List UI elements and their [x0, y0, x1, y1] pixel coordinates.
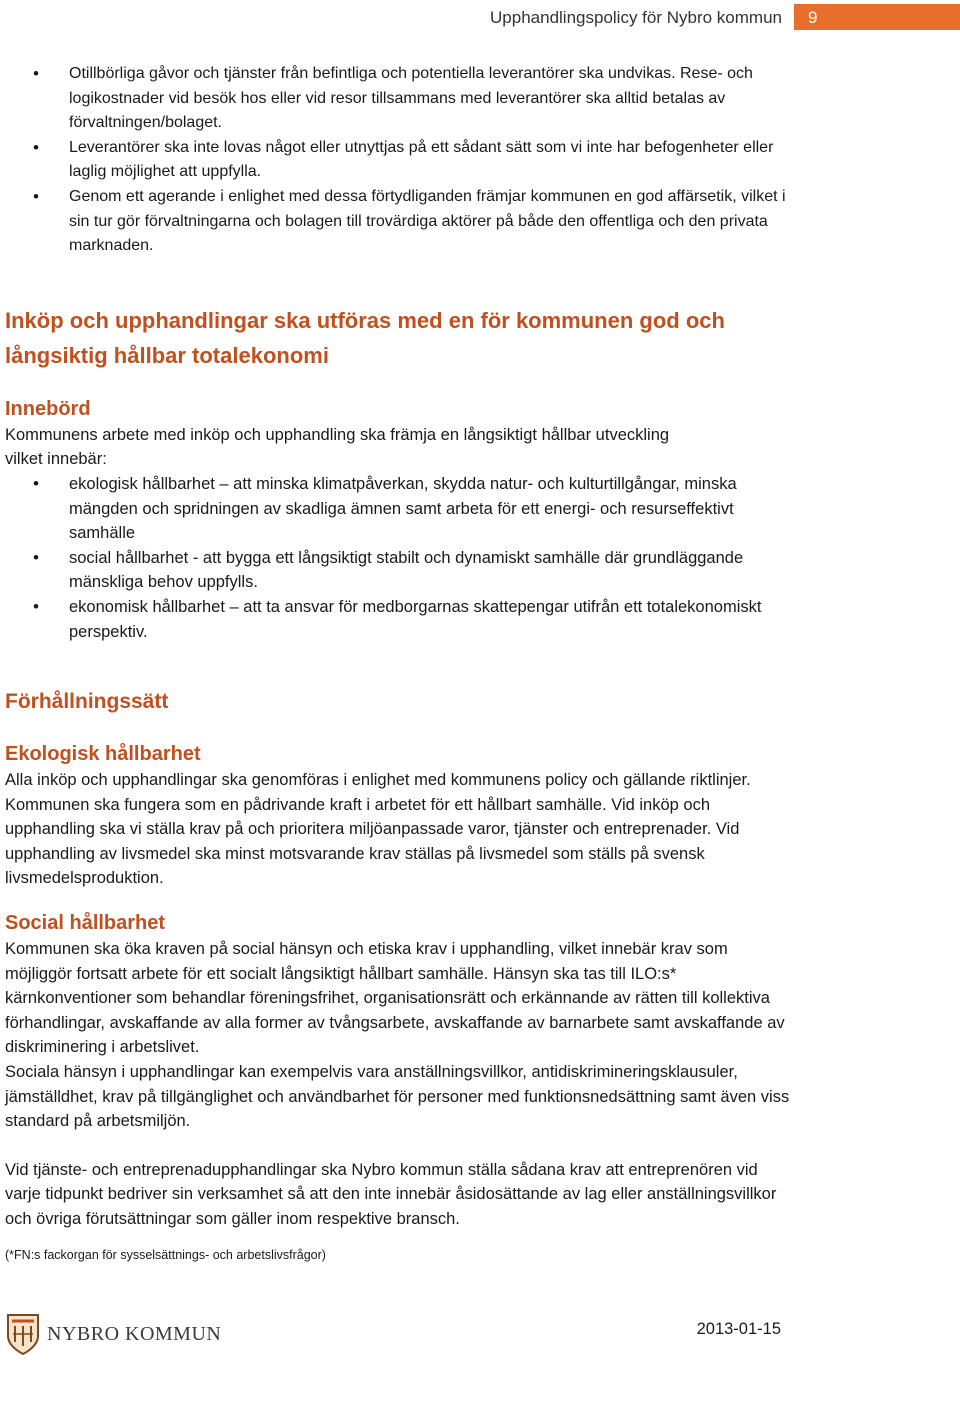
footnote: (*FN:s fackorgan för sysselsättnings- och arbetslivsfrågor) [5, 1247, 326, 1262]
page-header [0, 0, 960, 40]
nybro-logo [5, 1312, 221, 1356]
intro-bullet-list [5, 62, 805, 259]
social-text-3: Vid tjänste- och entreprenadupphandlingar ska Nybro kommun ställa sådana krav att entreprenören vid varje tidpunkt bedriver sin verksamhet så att den inte innebär åsidosättande av lag eller anställningsvillkor och övriga förutsättningar som gäller inom respektive bransch. [5, 1160, 777, 1228]
page-number: 9 [794, 4, 960, 30]
footer-date: 2013-01-15 [696, 1320, 781, 1338]
list-item: • ekonomisk hållbarhet – att ta ansvar för medborgarnas skattepengar utifrån ett totalekonomiskt perspektiv. [5, 595, 775, 644]
logo-text: NYBRO KOMMUN [47, 1322, 222, 1345]
page-content [5, 62, 805, 1264]
sustainability-bullet-list [5, 472, 775, 644]
social-text-1: Kommunen ska öka kraven på social hänsyn och etiska krav i upphandling, vilket innebär krav som möjliggör fortsatt arbete för ett socialt långsiktigt hållbart samhälle. Hänsyn ska tas till ILO:s* kärnkonventioner som behandlar föreningsfrihet, organisationsrätt och erkännande av rätten till kollektiva förhandlingar, avskaffande av alla former av tvångsarbete, avskaffande av barnarbete samt avskaffande av diskriminering i arbetslivet. [5, 940, 785, 1057]
list-item: • Leverantörer ska inte lovas något eller utnyttjas på ett sådant sätt som vi inte har befogenheter eller laglig möjlighet att uppfylla. [5, 136, 805, 185]
list-item: • Otillbörliga gåvor och tjänster från befintliga och potentiella leverantörer ska undvikas. Rese- och logikostnader vid besök hos eller vid resor tillsammans med leverantörer ska alltid betalas av förvaltningen/bolaget. [5, 62, 805, 136]
social-text-2: Sociala hänsyn i upphandlingar kan exempelvis vara anställningsvillkor, antidiskrimineringsklausuler, jämställdhet, krav på tillgänglighet och användbarhet för personer med funktionsnedsättning samt även viss standard på arbetsmiljön. [5, 1063, 790, 1131]
list-item: • social hållbarhet - att bygga ett långsiktigt stabilt och dynamiskt samhälle där grundläggande mänskliga behov uppfylls. [5, 546, 775, 595]
social-heading: Social hållbarhet [5, 912, 166, 935]
coat-of-arms-icon [5, 1312, 41, 1356]
forhallningssatt-heading: Förhållningssätt [5, 690, 169, 714]
innebord-text: Kommunens arbete med inköp och upphandling ska främja en långsiktigt hållbar utveckling vilket innebär: [5, 425, 670, 469]
list-item: • Genom ett agerande i enlighet med dessa förtydliganden främjar kommunen en god affärsetik, vilket i sin tur gör förvaltningarna och bolagen till trovärdiga aktörer på både den offentliga och den privata marknaden. [5, 185, 805, 259]
section-heading: Inköp och upphandlingar ska utföras med en för kommunen god och långsiktig hållbar totalekonomi [5, 307, 725, 368]
document-title: Upphandlingspolicy för Nybro kommun [490, 8, 782, 27]
page-footer [5, 1312, 795, 1360]
innebord-heading: Innebörd [5, 397, 91, 420]
list-item: • ekologisk hållbarhet – att minska klimatpåverkan, skydda natur- och kulturtillgångar, minska mängden och spridningen av skadliga ämnen samt arbeta för ett energi- och resurseffektivt samhälle [5, 472, 775, 546]
ekologisk-text: Alla inköp och upphandlingar ska genomföras i enlighet med kommunens policy och gällande riktlinjer. Kommunen ska fungera som en pådrivande kraft i arbetet för ett hållbart samhälle. Vid inköp och upphandling ska vi ställa krav på och prioritera miljöanpassade varor, tjänster och entreprenader. Vid upphandling av livsmedel ska minst motsvarande krav ställas på livsmedel som ställs på svensk livsmedelsproduktion. [5, 771, 751, 888]
ekologisk-heading: Ekologisk hållbarhet [5, 743, 201, 766]
